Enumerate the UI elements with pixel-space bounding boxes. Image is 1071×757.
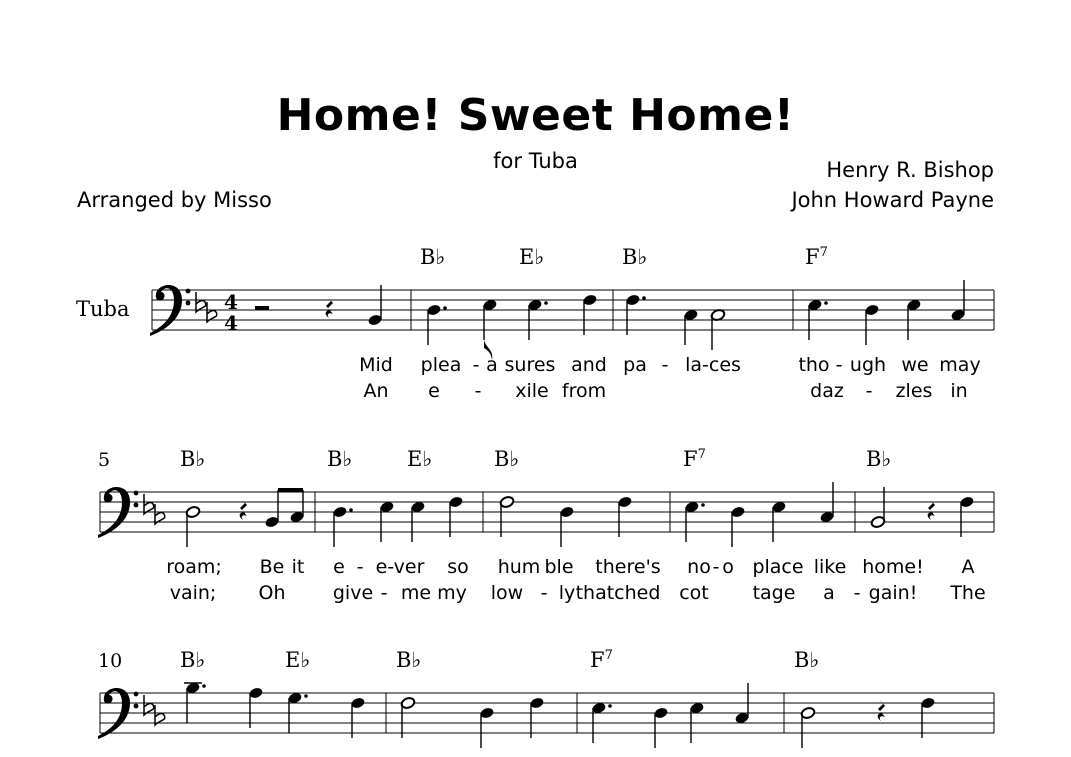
lyric-syllable: no	[687, 556, 711, 578]
lyric-syllable: e-ver	[375, 556, 425, 578]
lyric-syllable: A	[961, 556, 975, 578]
chord-symbol: B♭	[396, 648, 422, 672]
chord-symbol: B♭	[180, 648, 206, 672]
lyric-syllable: we	[901, 354, 929, 376]
lyric-syllable: gain!	[868, 582, 918, 604]
chord-symbol: E♭	[285, 648, 311, 672]
lyric-hyphen: -	[540, 582, 548, 604]
lyric-syllable: ly	[558, 582, 576, 604]
chord-symbol: E♭	[519, 245, 545, 269]
lyric-syllable: a	[823, 582, 835, 604]
lyric-syllable: An	[363, 380, 389, 402]
lyric-syllable: my	[437, 582, 467, 604]
chord-symbol: B♭	[420, 245, 446, 269]
lyric-syllable: like	[813, 556, 847, 578]
lyric-syllable: xile	[515, 380, 549, 402]
staff-system-3	[98, 681, 994, 748]
lyric-syllable: e	[333, 556, 345, 578]
lyric-hyphen: -	[356, 556, 364, 578]
lyric-hyphen: -	[661, 354, 669, 376]
lyric-syllable: low	[490, 582, 524, 604]
time-signature-denominator: 4	[224, 311, 238, 335]
arranger-credit: Arranged by Misso	[77, 188, 272, 212]
lyric-syllable: from	[561, 380, 607, 402]
lyric-syllable: e	[428, 380, 440, 402]
flat-icon	[155, 504, 165, 524]
chord-symbol: B♭	[866, 447, 892, 471]
notes	[184, 681, 936, 748]
lyric-syllable: o	[722, 556, 734, 578]
lyric-syllable: thatched	[575, 582, 661, 604]
lyric-syllable: and	[571, 354, 607, 376]
lyric-syllable: hum	[497, 556, 541, 578]
staff-system-1	[150, 280, 994, 360]
staff-system-2	[98, 482, 994, 547]
lyric-hyphen: -	[835, 354, 843, 376]
score-subtitle: for Tuba	[493, 149, 578, 173]
flat-icon	[207, 302, 217, 322]
lyric-hyphen: -	[865, 380, 873, 402]
chord-symbol: B♭	[794, 648, 820, 672]
half-rest	[255, 306, 269, 310]
lyric-syllable: Oh	[258, 582, 286, 604]
chord-symbol: B♭	[327, 447, 353, 471]
lyric-syllable: ugh	[849, 354, 887, 376]
lyric-syllable: cot	[679, 582, 709, 604]
time-signature-numerator: 4	[224, 290, 238, 314]
flat-icon	[144, 494, 154, 514]
lyric-syllable: me	[400, 582, 432, 604]
lyric-hyphen: -	[712, 556, 720, 578]
lyric-syllable: vain;	[169, 582, 217, 604]
lyric-syllable: tage	[752, 582, 796, 604]
lyric-syllable: there's	[595, 556, 661, 578]
chord-symbol: B♭	[180, 447, 206, 471]
lyric-syllable: The	[950, 582, 986, 604]
lyric-syllable: give	[332, 582, 374, 604]
lyric-hyphen: -	[472, 354, 480, 376]
chord-symbol: $F^7$	[590, 648, 613, 672]
lyric-hyphen: -	[853, 582, 861, 604]
chord-symbol: B♭	[494, 447, 520, 471]
chord-symbol: $F^7$	[683, 447, 706, 471]
lyric-syllable: so	[447, 556, 469, 578]
quarter-rest	[326, 296, 333, 318]
chord-symbol: B♭	[622, 245, 648, 269]
lyric-syllable: tho	[798, 354, 830, 376]
lyric-syllable: daz	[810, 380, 844, 402]
lyric-hyphen: -	[474, 380, 482, 402]
lyric-syllable: Be	[259, 556, 285, 578]
lyric-syllable: it	[291, 556, 305, 578]
lyric-syllable: la-ces	[685, 354, 741, 376]
lyric-syllable: may	[939, 354, 981, 376]
flat-icon	[155, 705, 165, 725]
lyric-syllable: Mid	[359, 354, 393, 376]
lyric-syllable: plea	[420, 354, 462, 376]
instrument-label: Tuba	[76, 297, 130, 321]
lyric-syllable: a	[486, 354, 498, 376]
measure-number: 5	[98, 449, 111, 471]
lyric-syllable: pa	[623, 354, 647, 376]
lyric-syllable: home!	[862, 556, 924, 578]
score-title: Home! Sweet Home!	[276, 90, 795, 141]
chord-symbol: $F^7$	[805, 245, 828, 269]
lyric-syllable: place	[752, 556, 804, 578]
chord-symbol: E♭	[407, 447, 433, 471]
lyricist-credit: John Howard Payne	[791, 188, 994, 212]
flat-icon	[144, 695, 154, 715]
lyric-syllable: sures	[504, 354, 556, 376]
lyric-syllable: roam;	[166, 556, 222, 578]
lyric-syllable: ble	[544, 556, 574, 578]
composer-credit: Henry R. Bishop	[826, 158, 994, 182]
lyric-hyphen: -	[380, 582, 388, 604]
measure-number: 10	[98, 650, 123, 672]
lyric-syllable: zles	[895, 380, 933, 402]
flat-icon	[196, 292, 206, 312]
lyric-syllable: in	[950, 380, 968, 402]
